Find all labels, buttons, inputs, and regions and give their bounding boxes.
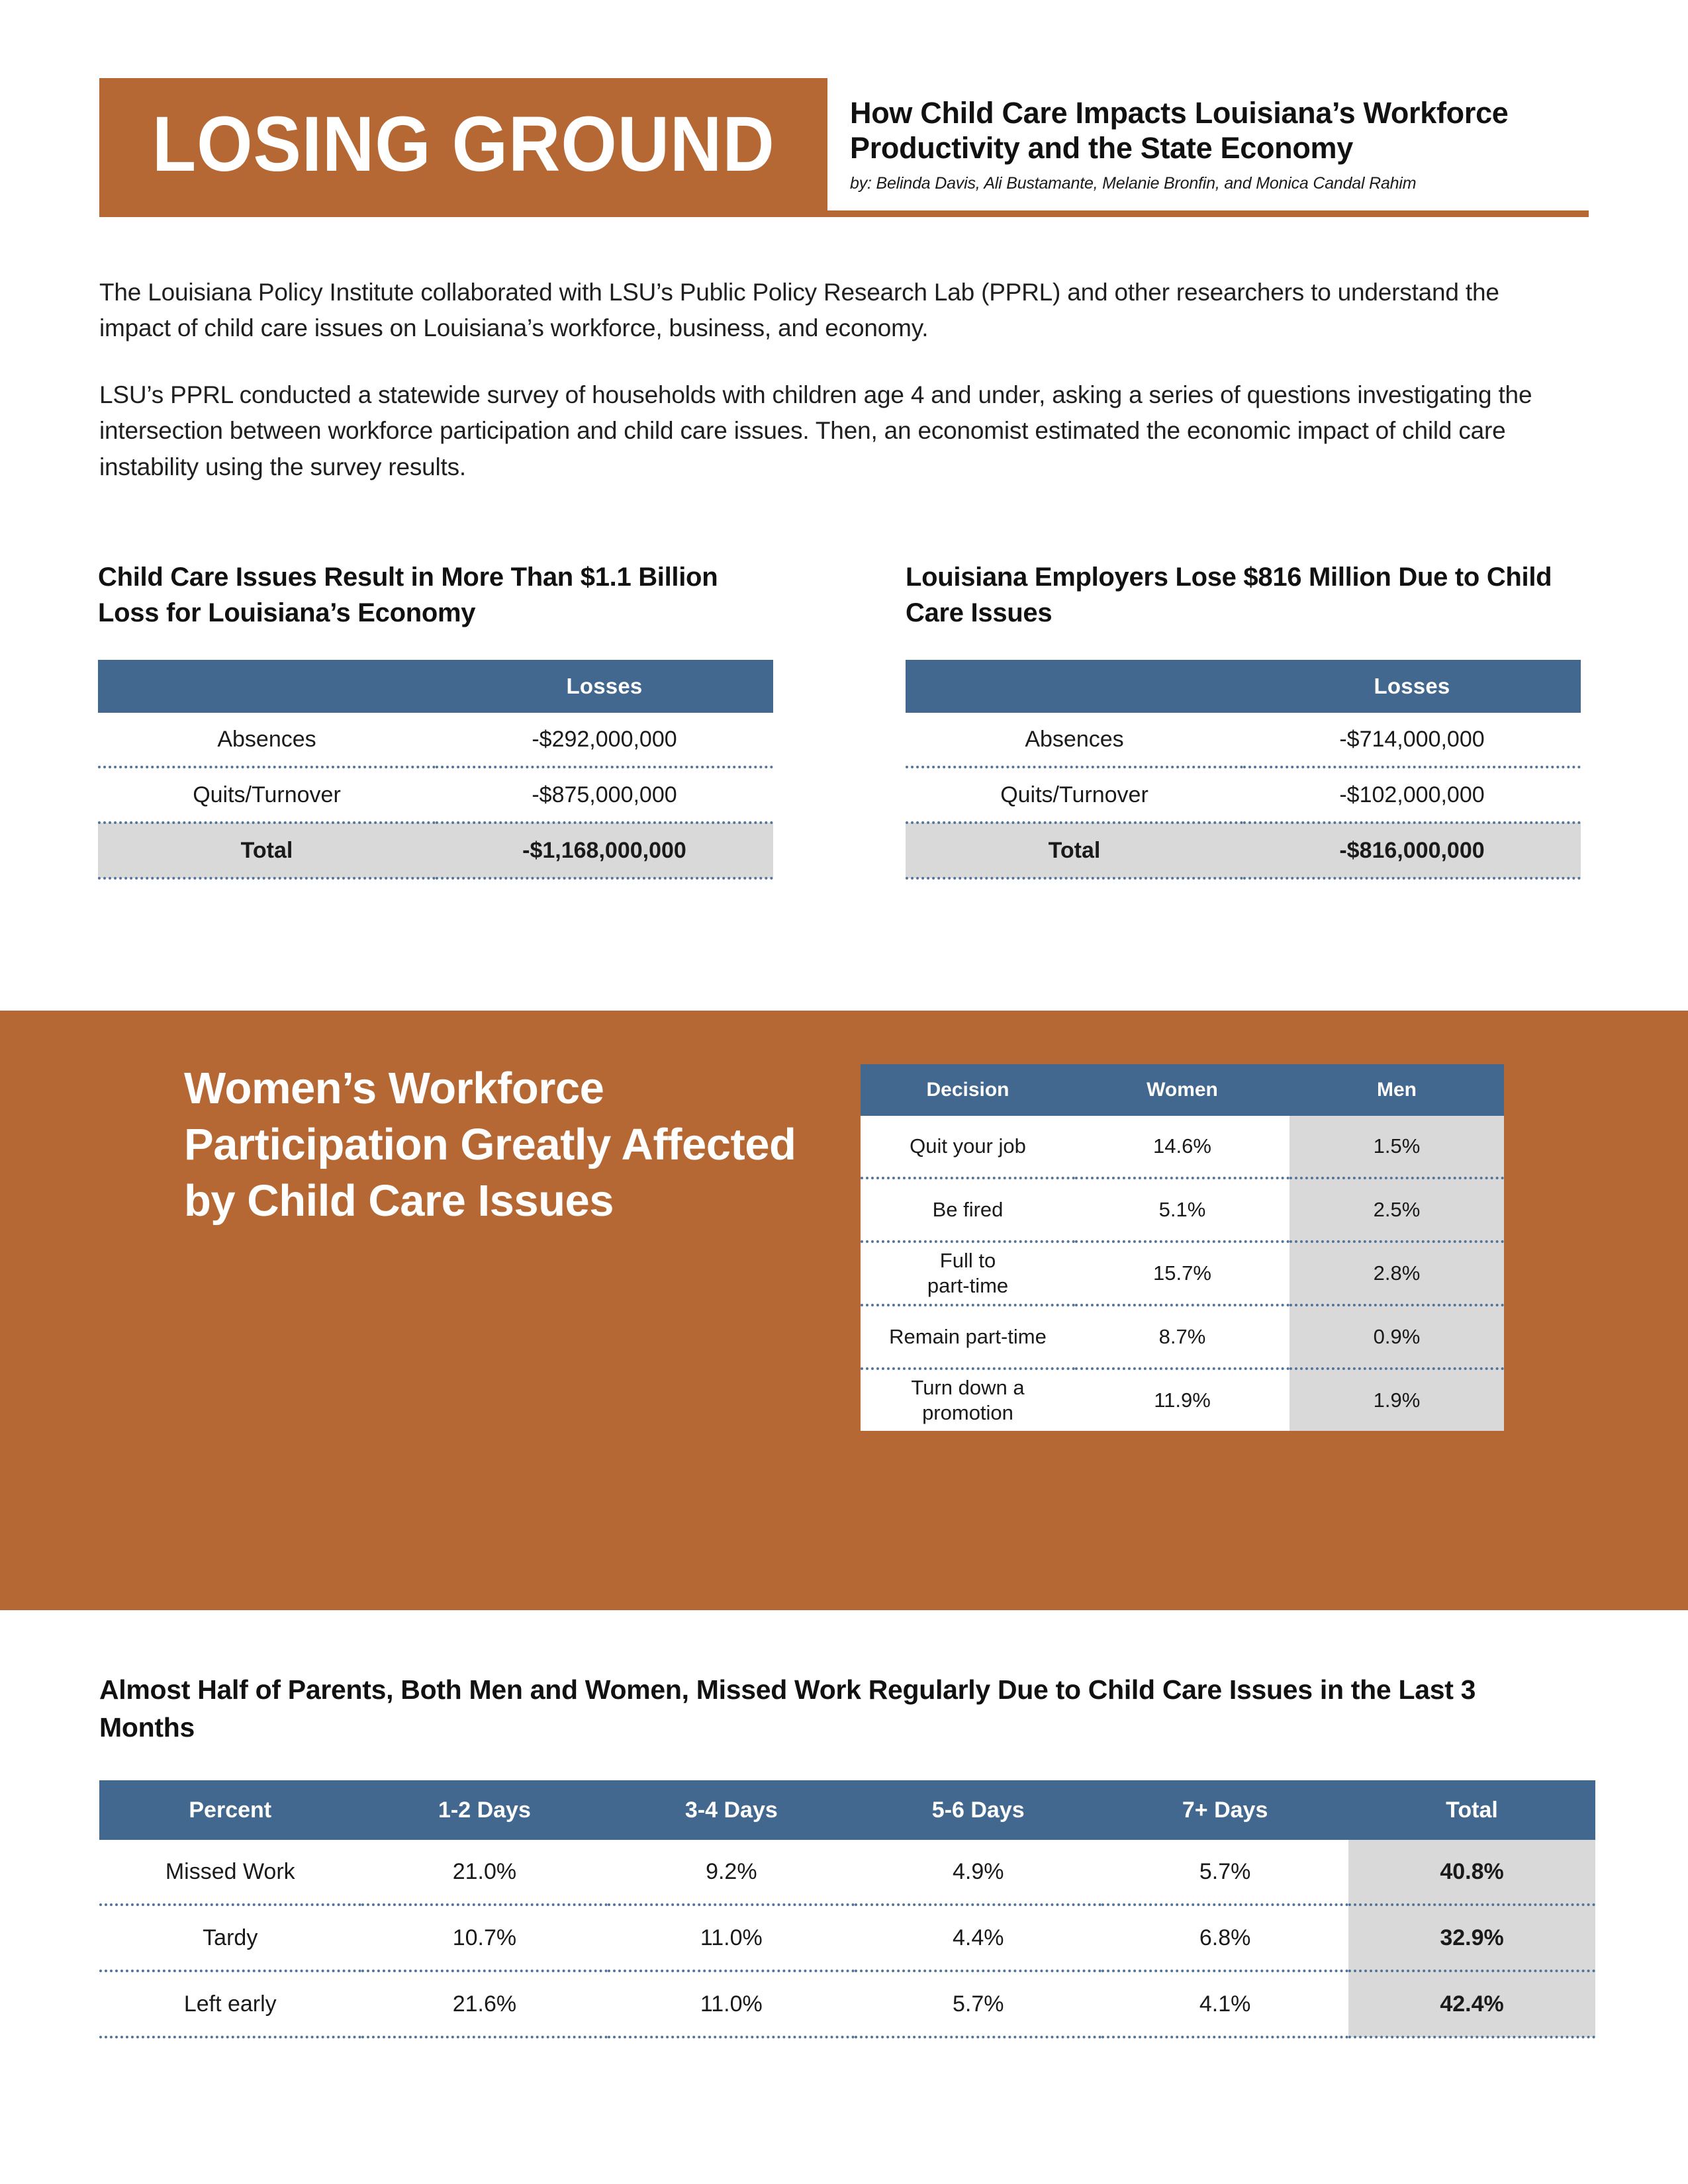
table-row — [99, 1905, 1595, 1971]
intro-paragraph-1: The Louisiana Policy Institute collaborated with LSU’s Public Policy Research Lab (PPRL) and other researchers to understand the impact of child care issues on Louisiana’s workforce, business, and economy. — [99, 279, 1499, 342]
decision-women-value: 11.9% — [1075, 1369, 1289, 1431]
row-label-absences: Absences — [906, 713, 1243, 767]
table-row — [99, 1840, 1595, 1905]
row-label-absences: Absences — [98, 713, 436, 767]
cell-7-plus-days: 4.1% — [1102, 1971, 1348, 2037]
missed-work-table — [99, 1780, 1595, 2038]
column-header-7-plus-days: 7+ Days — [1102, 1780, 1348, 1840]
row-value-absences: -$714,000,000 — [1243, 713, 1581, 767]
column-header-men: Men — [1289, 1064, 1504, 1116]
table-header-row — [98, 660, 773, 713]
employers-loss-table — [906, 660, 1581, 880]
missed-work-heading: Almost Half of Parents, Both Men and Women, Missed Work Regularly Due to Child Care Issues in the Last 3 Months — [99, 1674, 1476, 1743]
cell-5-6-days: 4.4% — [855, 1905, 1102, 1971]
column-header-percent: Percent — [99, 1780, 361, 1840]
table-header-row — [906, 660, 1581, 713]
womens-workforce-title: Women’s Workforce Participation Greatly Affected by Child Care Issues — [184, 1064, 796, 1226]
decision-men-value: 2.5% — [1289, 1178, 1504, 1242]
cell-1-2-days: 21.6% — [361, 1971, 608, 2037]
table-total-row — [906, 823, 1581, 878]
decision-label: Be fired — [861, 1178, 1075, 1242]
cell-total: 40.8% — [1348, 1840, 1595, 1905]
cell-3-4-days: 9.2% — [608, 1840, 855, 1905]
cell-total: 32.9% — [1348, 1905, 1595, 1971]
table-row — [861, 1369, 1504, 1431]
row-label-tardy: Tardy — [99, 1905, 361, 1971]
decision-men-value: 0.9% — [1289, 1305, 1504, 1369]
table-row — [861, 1116, 1504, 1178]
table-row — [861, 1242, 1504, 1305]
cell-1-2-days: 10.7% — [361, 1905, 608, 1971]
decision-label: Full to part-time — [861, 1242, 1075, 1305]
decision-men-value: 1.5% — [1289, 1116, 1504, 1178]
table-row — [98, 713, 773, 767]
row-value-quits-turnover: -$102,000,000 — [1243, 767, 1581, 823]
table-header-row — [861, 1064, 1504, 1116]
decision-label: Quit your job — [861, 1116, 1075, 1178]
cell-5-6-days: 5.7% — [855, 1971, 1102, 2037]
row-value-quits-turnover: -$875,000,000 — [436, 767, 773, 823]
table-row — [906, 767, 1581, 823]
column-header-losses: Losses — [436, 660, 773, 713]
economy-loss-block — [98, 559, 773, 880]
column-header-losses: Losses — [1243, 660, 1581, 713]
column-header-women: Women — [1075, 1064, 1289, 1116]
table-row — [861, 1178, 1504, 1242]
cell-7-plus-days: 6.8% — [1102, 1905, 1348, 1971]
row-label-quits-turnover: Quits/Turnover — [98, 767, 436, 823]
intro-paragraph-2: LSU’s PPRL conducted a statewide survey of households with children age 4 and under, asking a series of questions investigating the intersection between workforce participation and child care issues. Then, an economist estimated the economic impact of child care instability using the survey results. — [99, 381, 1532, 480]
report-subtitle: How Child Care Impacts Louisiana’s Workforce Productivity and the State Economy — [850, 95, 1509, 165]
header-text-group — [827, 78, 1589, 210]
report-byline: by: Belinda Davis, Ali Bustamante, Melanie Bronfin, and Monica Candal Rahim — [850, 174, 1417, 193]
logo-block — [99, 78, 827, 210]
cell-total: 42.4% — [1348, 1971, 1595, 2037]
column-header-decision: Decision — [861, 1064, 1075, 1116]
decision-women-value: 14.6% — [1075, 1116, 1289, 1178]
row-value-total: -$1,168,000,000 — [436, 823, 773, 878]
row-value-absences: -$292,000,000 — [436, 713, 773, 767]
decision-men-value: 2.8% — [1289, 1242, 1504, 1305]
row-label-total: Total — [98, 823, 436, 878]
intro-section — [99, 275, 1542, 516]
column-header-5-6-days: 5-6 Days — [855, 1780, 1102, 1840]
economy-block-heading: Child Care Issues Result in More Than $1.1 Billion Loss for Louisiana’s Economy — [98, 563, 718, 627]
table-row — [861, 1305, 1504, 1369]
cell-7-plus-days: 5.7% — [1102, 1840, 1348, 1905]
table-total-row — [98, 823, 773, 878]
table-row — [99, 1971, 1595, 2037]
employers-loss-block — [906, 559, 1581, 880]
decision-label: Remain part-time — [861, 1305, 1075, 1369]
column-header-1-2-days: 1-2 Days — [361, 1780, 608, 1840]
row-label-left-early: Left early — [99, 1971, 361, 2037]
header-divider-rule — [99, 210, 1589, 217]
cell-1-2-days: 21.0% — [361, 1840, 608, 1905]
report-logo-title: LOSING GROUND — [152, 101, 775, 188]
missed-work-table-wrapper — [99, 1780, 1595, 2038]
cell-3-4-days: 11.0% — [608, 1971, 855, 2037]
decision-table-wrapper — [861, 1064, 1504, 1431]
column-header-blank — [98, 660, 436, 713]
column-header-blank — [906, 660, 1243, 713]
table-row — [906, 713, 1581, 767]
row-label-missed-work: Missed Work — [99, 1840, 361, 1905]
row-label-quits-turnover: Quits/Turnover — [906, 767, 1243, 823]
economy-loss-table — [98, 660, 773, 880]
row-label-total: Total — [906, 823, 1243, 878]
table-header-row — [99, 1780, 1595, 1840]
decision-label: Turn down a promotion — [861, 1369, 1075, 1431]
column-header-3-4-days: 3-4 Days — [608, 1780, 855, 1840]
decision-women-value: 15.7% — [1075, 1242, 1289, 1305]
cell-3-4-days: 11.0% — [608, 1905, 855, 1971]
document-header — [99, 78, 1589, 224]
row-value-total: -$816,000,000 — [1243, 823, 1581, 878]
table-row — [98, 767, 773, 823]
decision-women-value: 8.7% — [1075, 1305, 1289, 1369]
decision-table — [861, 1064, 1504, 1431]
decision-women-value: 5.1% — [1075, 1178, 1289, 1242]
column-header-total: Total — [1348, 1780, 1595, 1840]
employers-block-heading: Louisiana Employers Lose $816 Million Due to Child Care Issues — [906, 563, 1552, 627]
decision-men-value: 1.9% — [1289, 1369, 1504, 1431]
cell-5-6-days: 4.9% — [855, 1840, 1102, 1905]
